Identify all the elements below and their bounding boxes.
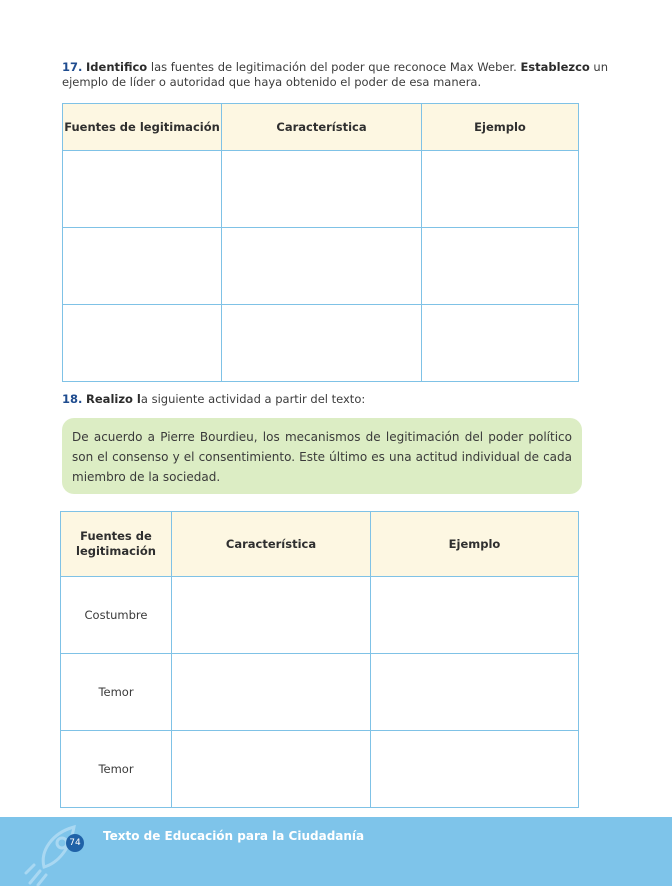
answer-cell[interactable] [371,731,579,808]
answer-cell[interactable] [63,305,222,382]
table-row [63,305,579,382]
row-label: Temor [61,731,172,808]
table-header-row [61,512,579,577]
instruction-verb: Establezco [520,60,590,74]
question-number: 17. [62,60,83,74]
table-row [61,654,579,731]
question-17 [62,60,632,90]
table-row [61,731,579,808]
table-row [63,151,579,228]
column-header: Característica [222,104,422,151]
question-number: 18. [62,392,83,406]
answer-cell[interactable] [222,305,422,382]
page-number-badge: 74 [66,834,84,852]
answer-cell[interactable] [422,151,579,228]
column-header: Característica [172,512,371,577]
answer-cell[interactable] [371,654,579,731]
answer-cell[interactable] [63,151,222,228]
column-header: Fuentes de legitimación [61,512,172,577]
row-label: Temor [61,654,172,731]
answer-cell[interactable] [172,654,371,731]
answer-cell[interactable] [172,577,371,654]
answer-cell[interactable] [222,228,422,305]
answer-cell[interactable] [172,731,371,808]
answer-cell[interactable] [422,228,579,305]
column-header: Ejemplo [422,104,579,151]
instruction-text: a siguiente actividad a partir del texto: [140,392,366,406]
table-row [63,228,579,305]
table-row [61,577,579,654]
instruction-text: un ejemplo de líder o autoridad que haya obtenido el poder de esa manera. [62,60,609,89]
bourdieu-note-box [62,418,582,494]
answer-cell[interactable] [63,228,222,305]
row-label: Costumbre [61,577,172,654]
answer-cell[interactable] [371,577,579,654]
column-header: Fuentes de legitimación [63,104,222,151]
note-text: De acuerdo a Pierre Bourdieu, los mecanismos de legitimación del poder político son el consenso y el consentimiento. Este último es una actitud individual de cada miembro de la sociedad. [72,430,572,484]
rocket-icon [22,821,92,886]
column-header: Ejemplo [371,512,579,577]
question-18 [62,392,365,406]
answer-cell[interactable] [222,151,422,228]
instruction-verb: Identifico [86,60,148,74]
book-title: Texto de Educación para la Ciudadanía [103,829,365,843]
instruction-verb: Realizo l [86,392,141,406]
table-header-row [63,104,579,151]
instruction-text: las fuentes de legitimación del poder que reconoce Max Weber. [147,60,521,74]
bourdieu-legitimation-table [60,511,579,808]
page-footer [0,817,672,886]
answer-cell[interactable] [422,305,579,382]
weber-legitimation-table [62,103,579,382]
